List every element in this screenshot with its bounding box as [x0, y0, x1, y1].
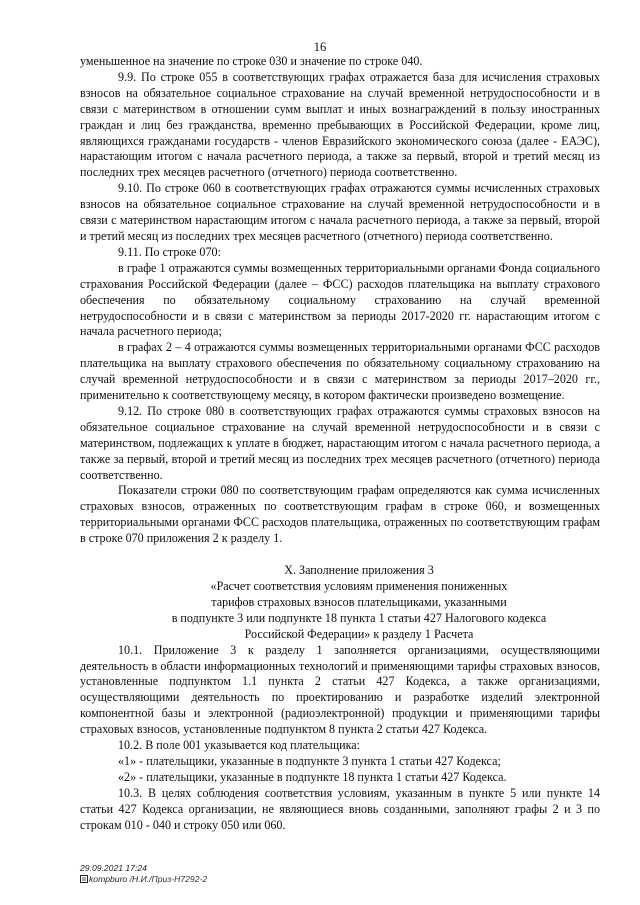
section-heading-line: в подпункте 3 или подпункте 18 пункта 1 статьи 427 Налогового кодекса — [171, 610, 547, 625]
paragraph: 10.1. Приложение 3 к разделу 1 заполняется организациями, осуществляющими деятельность в области информационных технологий и применяющими тарифы страховых взносов, установленные подпунктом 1.1 пункта 2 статьи 427 Кодекса, а также организациями, осуществляющими деятельность по проектированию и разработке изделий электронной компонентной базы и электронной (радиоэлектронной) продукции и применяющими тарифы страховых взносов, установленные подпунктом 8 пункта 2 статьи 427 Кодекса. — [80, 642, 600, 737]
section-heading-line: тарифов страховых взносов плательщиками, указанными — [211, 594, 507, 609]
paragraph: 9.12. По строке 080 в соответствующих графах отражаются суммы страховых взносов на обязательное социальное страхование на случай временной нетрудоспособности и в связи с материнством, подлежащих к уплате в бюджет, нарастающим итогом с начала расчетного периода, а также за первый, второй и третий месяц из последних трех месяцев расчетного (отчетного) периода соответственно. — [80, 403, 600, 482]
footer-handwritten-ref: Приз-Н7292-2 — [151, 873, 208, 884]
section-heading-line: «Расчет соответствия условиям применения пониженных — [210, 579, 508, 593]
page-footer — [80, 863, 207, 884]
paragraph: в графах 2 – 4 отражаются суммы возмещенных территориальными органами ФСС расходов плательщика на выплату страхового обеспечения по обязательному социальному страхованию на случай временной нетрудоспособности и в связи с материнством за периоды 2017–2020 гг., применительно к соответствующему месяцу, в котором фактически произведено возмещение. — [80, 340, 600, 403]
footer-file-ref-line — [80, 874, 207, 885]
paragraph: в графе 1 отражаются суммы возмещенных территориальными органами Фонда социального страхования Российской Федерации (далее – ФСС) расходов плательщика на выплату страхового обеспечения по обязательному социальному страхованию на случай временной нетрудоспособности и в связи с материнством за периоды 2017-2020 гг. нарастающим итогом с начала расчетного периода; — [80, 260, 600, 339]
page-number: 16 — [313, 40, 327, 54]
document-icon — [80, 875, 88, 883]
paragraph: 9.9. По строке 055 в соответствующих графах отражается база для исчисления страховых взносов на обязательное социальное страхование на случай временной нетрудоспособности и в связи с материнством в отношении сумм выплат и иных вознаграждений в пользу иностранных граждан и лиц без гражданства, временно пребывающих в Российской Федерации, кроме лиц, являющихся гражданами государств - членов Евразийского экономического союза (далее - ЕАЭС), нарастающим итогом с начала расчетного периода, а также за первый, второй и третий месяц из последних трех месяцев расчетного (отчетного) периода соответственно. — [80, 69, 600, 180]
section-heading-line: Российской Федерации» к разделу 1 Расчета — [244, 626, 474, 641]
paragraph: 10.3. В целях соблюдения соответствия условиям, указанным в пункте 5 или пункте 14 статьи 427 Кодекса организации, не являющиеся вновь созданными, заполняют графы 2 и 3 по строкам 010 - 040 и строку 050 или 060. — [80, 785, 600, 832]
paragraph: Показатели строки 080 по соответствующим графам определяются как сумма исчисленных страховых взносов, отраженных по соответствующим графам в строке 060, и возмещенных территориальными органами ФСС расходов плательщика, отраженных по соответствующим графам в строке 070 приложения 2 к разделу 1. — [80, 483, 600, 546]
paragraph: «1» - плательщики, указанные в подпункте 3 пункта 1 статьи 427 Кодекса; — [118, 753, 501, 768]
paragraph: уменьшенное на значение по строке 030 и значение по строке 040. — [80, 54, 423, 68]
footer-file-ref: kompburo /Н.И./ — [89, 873, 152, 884]
paragraph: 9.10. По строке 060 в соответствующих графах отражаются суммы исчисленных страховых взносов на обязательное социальное страхование на случай временной нетрудоспособности и в связи с материнством нарастающим итогом с начала расчетного периода, а также за первый, второй и третий месяц из последних трех месяцев расчетного (отчетного) периода соответственно. — [80, 181, 600, 243]
paragraph: «2» - плательщики, указанные в подпункте 18 пункта 1 статьи 427 Кодекса. — [118, 769, 507, 784]
section-heading — [80, 563, 600, 643]
paragraph: 9.11. По строке 070: — [118, 244, 221, 259]
footer-date: 29.09.2021 17:24 — [80, 863, 147, 873]
paragraph: 10.2. В поле 001 указывается код плательщика: — [118, 738, 361, 753]
document-body — [80, 54, 600, 834]
section-heading-line: X. Заполнение приложения 3 — [284, 563, 434, 578]
